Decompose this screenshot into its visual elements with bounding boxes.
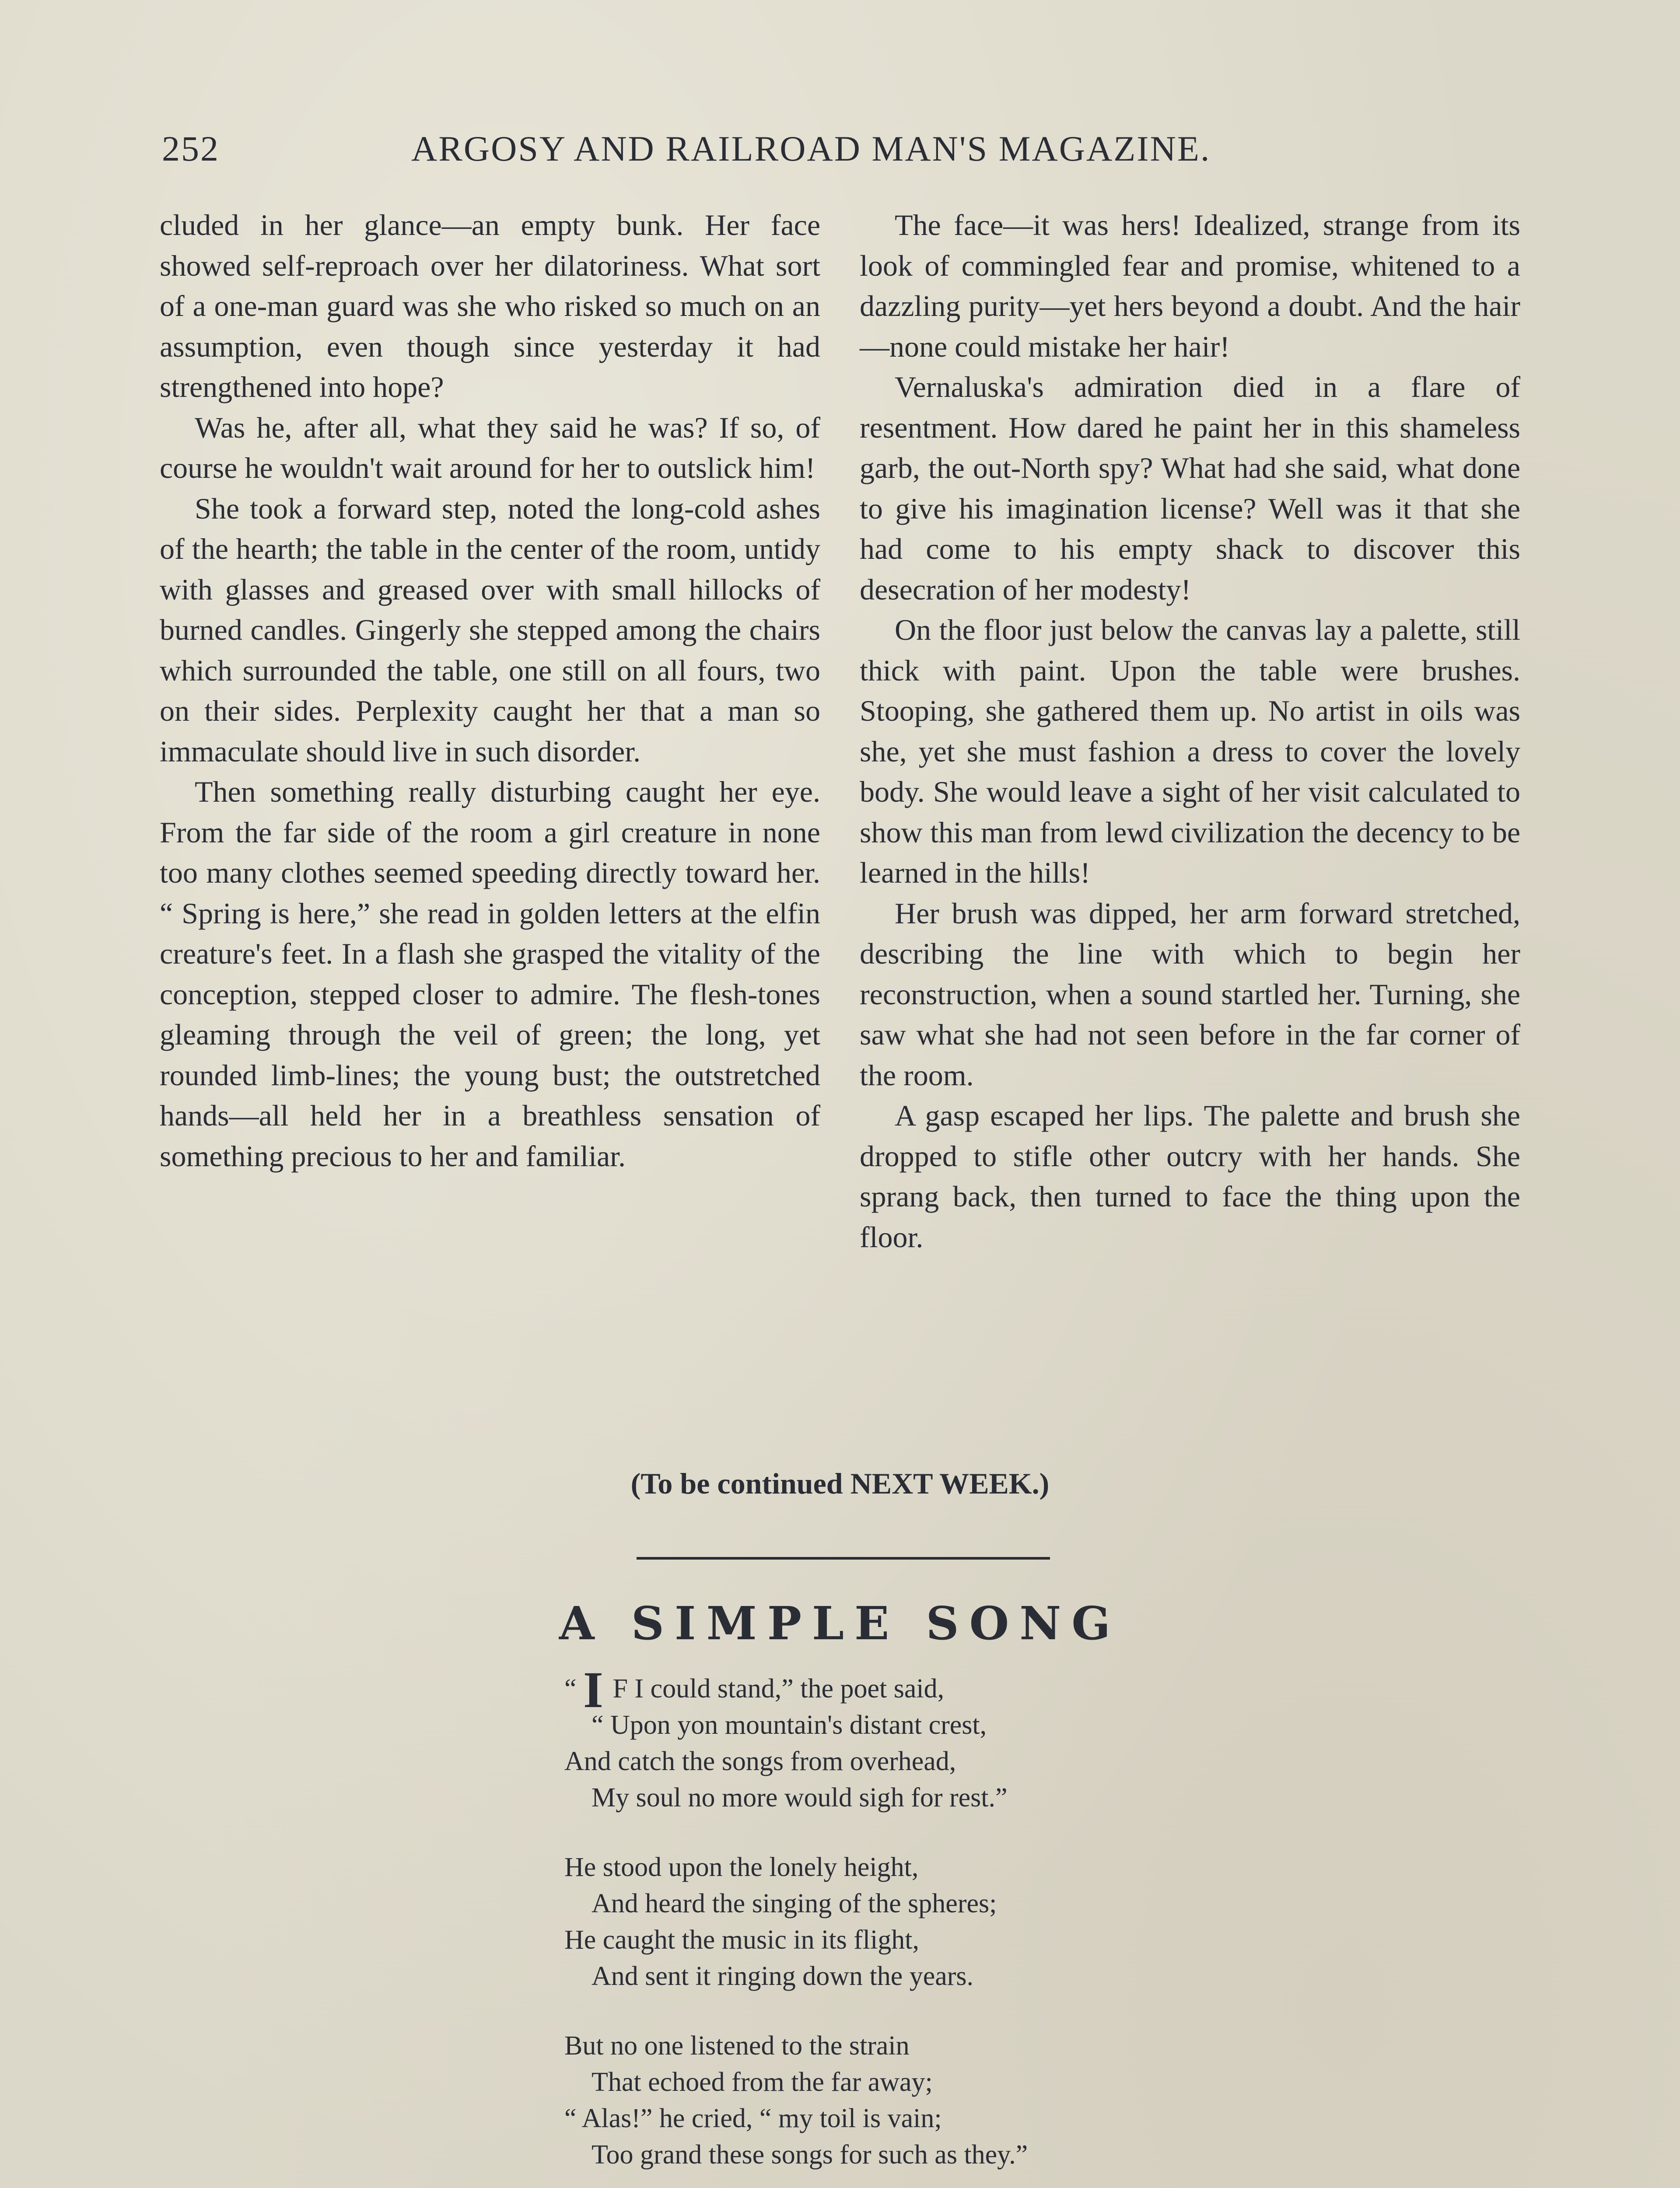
- story-paragraph: The face—it was hers! Idealized, strange from its look of commingled fear and promise, whitened to a dazzling purity—yet hers beyond a doubt. And the hair—none could mistake her hair!: [860, 208, 1520, 363]
- poem-line: And catch the songs from overhead,: [564, 1746, 956, 1776]
- poem-line: My soul no more would sigh for rest.”: [592, 1783, 1008, 1813]
- poem-line: That echoed from the far away;: [592, 2067, 933, 2097]
- poem-line: “ Alas!” he cried, “ my toil is vain;: [564, 2104, 942, 2133]
- story-paragraph: A gasp escaped her lips. The palette and brush she dropped to stifle other outcry with her hands. She sprang back, then turned to face the thing upon the floor.: [860, 1099, 1520, 1254]
- poem-title: A SIMPLE SONG: [559, 1596, 1121, 1650]
- story-paragraph: On the floor just below the canvas lay a palette, still thick with paint. Upon the table were brushes. Stooping, she gathered them up. No artist in oils was she, yet she must fashion a dress to cover the lovely body. She would leave a sight of her visit calculated to show this man from lewd civilization the decency to be learned in the hills!: [860, 613, 1520, 889]
- poem-stanza: [564, 2028, 1221, 2173]
- section-divider: [637, 1557, 1050, 1560]
- running-head: ARGOSY AND RAILROAD MAN'S MAGAZINE.: [411, 129, 1211, 168]
- page-number: 252: [162, 129, 220, 168]
- poem-line: “ Upon yon mountain's distant crest,: [592, 1710, 987, 1740]
- poem-line: And sent it ringing down the years.: [592, 1961, 974, 1991]
- drop-cap: I: [583, 1661, 603, 1718]
- poem-line-text: F I could stand,” the poet said,: [612, 1674, 945, 1704]
- story-paragraph: Was he, after all, what they said he was? If so, of course he wouldn't wait around for her to outslick him!: [160, 410, 820, 484]
- poem-stanza: [564, 1661, 1221, 1816]
- poem-line: And heard the singing of the spheres;: [592, 1889, 997, 1918]
- story-paragraph: Her brush was dipped, her arm forward stretched, describing the line with which to begin her reconstruction, when a sound startled her. Turning, she saw what she had not seen before in the far corner of the room.: [860, 896, 1520, 1092]
- poem-line: [564, 1661, 1221, 1718]
- open-quote: “: [564, 1674, 577, 1704]
- story-paragraph: Vernaluska's admiration died in a flare of resentment. How dared he paint her in this shameless garb, the out-North spy? What had she said, what done to give his imagination license? Well was it that she had come to his empty shack to discover this desecration of her modesty!: [860, 370, 1520, 606]
- poem-line: But no one listened to the strain: [564, 2031, 910, 2061]
- page-header: [162, 125, 1286, 173]
- poem-line: He caught the music in its flight,: [564, 1925, 920, 1955]
- poem-line: He stood upon the lonely height,: [564, 1852, 919, 1882]
- poem-line: Too grand these songs for such as they.”: [592, 2140, 1028, 2170]
- story-paragraph: She took a forward step, noted the long-cold ashes of the hearth; the table in the center of the room, untidy with glasses and greased over with small hillocks of burned candles. Gingerly she stepped among the chairs which surrounded the table, one still on all fours, two on their sides. Perplexity caught her that a man so immaculate should live in such disorder.: [160, 491, 820, 768]
- continued-note: (To be continued NEXT WEEK.): [630, 1467, 1050, 1500]
- story-left-column: [160, 205, 820, 1176]
- story-paragraph: Then something really disturbing caught her eye. From the far side of the room a girl creature in none too many clothes seemed speeding directly toward her. “ Spring is here,” she read in golden letters at the elfin creature's feet. In a flash she grasped the vitality of the conception, stepped closer to admire. The flesh-tones gleaming through the veil of green; the long, yet rounded limb-lines; the young bust; the outstretched hands—all held her in a breathless sensation of something precious to her and familiar.: [160, 775, 820, 1173]
- poem-stanza: [564, 1849, 1221, 1995]
- story-paragraph: cluded in her glance—an empty bunk. Her face showed self-reproach over her dilatoriness. What sort of a one-man guard was she who risked so much on an assumption, even though since yesterday it had strengthened into hope?: [160, 208, 820, 403]
- story-right-column: [860, 205, 1520, 1257]
- poem-body: [564, 1661, 1221, 2188]
